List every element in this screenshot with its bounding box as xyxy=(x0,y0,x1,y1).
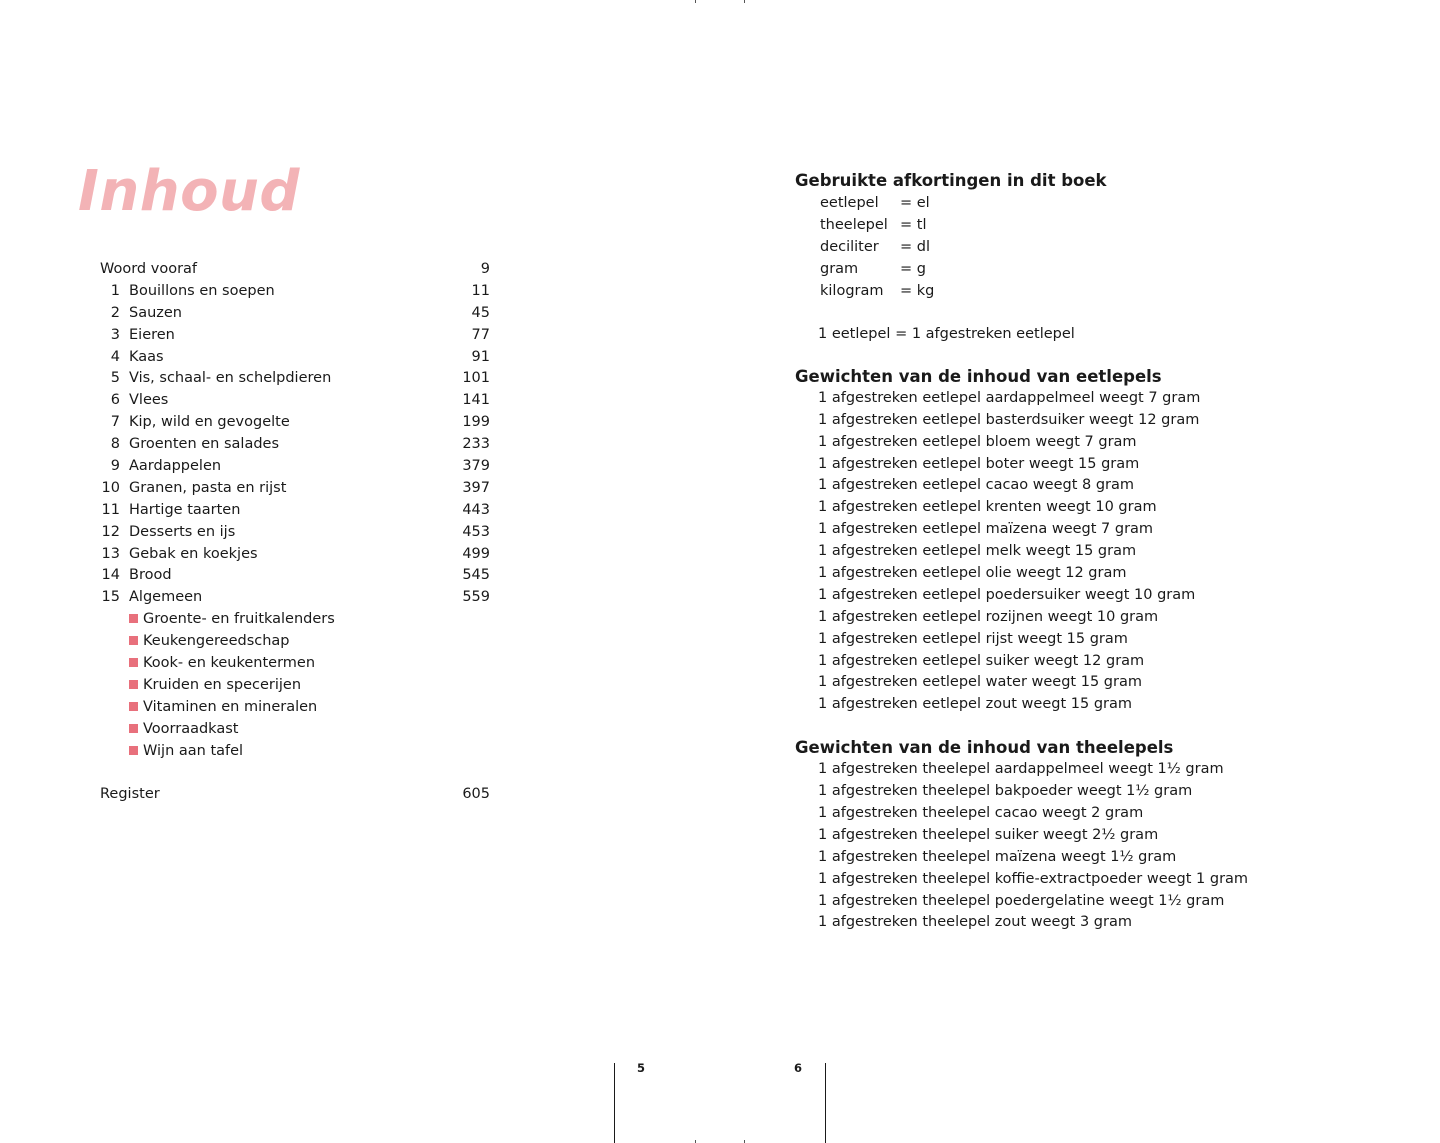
toc-page-number: 141 xyxy=(462,392,490,409)
toc-page-number: 11 xyxy=(471,282,490,299)
abbreviation-term: gram xyxy=(820,261,859,277)
abbreviation-row xyxy=(795,280,1395,302)
abbreviations-heading: Gebruikte afkortingen in dit boek xyxy=(795,171,1107,190)
weight-line: 1 afgestreken eetlepel rijst weegt 15 gram xyxy=(818,630,1128,647)
abbreviation-value: = el xyxy=(900,195,930,211)
square-bullet-icon xyxy=(129,658,138,667)
chapter-number: 7 xyxy=(110,414,120,431)
chapter-number: 14 xyxy=(101,567,120,584)
weight-line: 1 afgestreken eetlepel aardappelmeel weegt 7 gram xyxy=(818,389,1201,406)
teaspoon-weights-heading: Gewichten van de inhoud van theelepels xyxy=(795,738,1174,758)
abbreviation-note: 1 eetlepel = 1 afgestreken eetlepel xyxy=(818,326,1075,342)
right-page-rule xyxy=(825,1063,826,1143)
spacer xyxy=(100,762,490,784)
toc-label: Vlees xyxy=(129,392,169,409)
chapter-number: 1 xyxy=(110,282,120,299)
toc-row[interactable] xyxy=(100,303,490,325)
right-page-number: 6 xyxy=(794,1061,803,1075)
toc-row[interactable] xyxy=(100,368,490,390)
toc-row[interactable] xyxy=(100,522,490,544)
toc-label: Aardappelen xyxy=(129,458,222,475)
chapter-number: 2 xyxy=(110,304,120,321)
toc-row[interactable] xyxy=(100,259,490,281)
table-of-contents xyxy=(100,259,490,806)
toc-label: Granen, pasta en rijst xyxy=(129,479,287,496)
toc-row[interactable] xyxy=(100,478,490,500)
chapter-number: 9 xyxy=(110,458,120,475)
chapter-number: 11 xyxy=(101,501,120,518)
toc-subitem[interactable] xyxy=(100,697,490,719)
toc-subitem-label: Keukengereedschap xyxy=(143,633,290,650)
toc-subitem[interactable] xyxy=(100,631,490,653)
weight-line: 1 afgestreken eetlepel olie weegt 12 gram xyxy=(818,565,1127,582)
toc-label: Desserts en ijs xyxy=(129,523,236,540)
toc-page-number: 545 xyxy=(462,567,490,584)
toc-subitem[interactable] xyxy=(100,719,490,741)
toc-row[interactable] xyxy=(100,281,490,303)
toc-row[interactable] xyxy=(100,434,490,456)
toc-subitem[interactable] xyxy=(100,675,490,697)
chapter-number: 13 xyxy=(101,545,120,562)
abbreviation-row xyxy=(795,258,1395,280)
square-bullet-icon xyxy=(129,636,138,645)
weight-line: 1 afgestreken eetlepel rozijnen weegt 10 gram xyxy=(818,608,1159,625)
chapter-number: 4 xyxy=(110,348,120,365)
weight-line: 1 afgestreken eetlepel poedersuiker weegt 10 gram xyxy=(818,586,1196,603)
toc-page-number: 443 xyxy=(462,501,490,518)
toc-label: Kip, wild en gevogelte xyxy=(129,414,290,431)
abbreviation-value: = dl xyxy=(900,239,930,255)
toc-page-number: 9 xyxy=(480,261,490,277)
toc-row[interactable] xyxy=(100,456,490,478)
abbreviation-term: deciliter xyxy=(820,239,879,255)
weight-line: 1 afgestreken eetlepel krenten weegt 10 gram xyxy=(818,499,1157,516)
left-page-number: 5 xyxy=(637,1061,646,1075)
toc-row[interactable] xyxy=(100,390,490,412)
toc-row[interactable] xyxy=(100,500,490,522)
toc-label: Sauzen xyxy=(129,304,183,321)
toc-subitem-label: Vitaminen en mineralen xyxy=(143,698,318,715)
toc-row[interactable] xyxy=(100,565,490,587)
toc-label: Vis, schaal- en schelpdieren xyxy=(129,370,332,387)
abbreviation-term: eetlepel xyxy=(820,195,879,211)
toc-label: Eieren xyxy=(129,326,175,343)
toc-label: Gebak en koekjes xyxy=(129,545,258,562)
weight-line: 1 afgestreken theelepel bakpoeder weegt 1½ gram xyxy=(818,783,1193,800)
abbreviation-row xyxy=(795,236,1395,258)
chapter-number: 5 xyxy=(110,370,120,387)
weight-line: 1 afgestreken theelepel poedergelatine weegt 1½ gram xyxy=(818,892,1225,909)
chapter-number: 10 xyxy=(101,479,120,496)
spacer xyxy=(795,716,1395,737)
spacer xyxy=(795,302,1395,324)
square-bullet-icon xyxy=(129,680,138,689)
toc-row[interactable] xyxy=(100,587,490,609)
toc-subitem-label: Kook- en keukentermen xyxy=(143,655,316,672)
toc-subitem-label: Kruiden en specerijen xyxy=(143,676,302,693)
toc-page-number: 397 xyxy=(462,479,490,496)
weight-line: 1 afgestreken theelepel zout weegt 3 gram xyxy=(818,914,1132,931)
toc-label: Groenten en salades xyxy=(129,436,280,453)
toc-subitem-label: Wijn aan tafel xyxy=(143,742,244,759)
page-title: Inhoud xyxy=(78,159,300,224)
crop-mark-top-left xyxy=(695,0,696,3)
weight-line: 1 afgestreken eetlepel suiker weegt 12 gram xyxy=(818,652,1145,669)
toc-row[interactable] xyxy=(100,325,490,347)
toc-label: Bouillons en soepen xyxy=(129,282,275,299)
weight-line: 1 afgestreken eetlepel water weegt 15 gram xyxy=(818,674,1142,691)
abbreviation-value: = tl xyxy=(900,217,927,233)
toc-label: Algemeen xyxy=(129,589,203,606)
toc-row[interactable] xyxy=(100,347,490,369)
toc-subitem[interactable] xyxy=(100,741,490,763)
abbreviation-term: kilogram xyxy=(820,283,884,299)
toc-label: Hartige taarten xyxy=(129,501,241,518)
weight-line: 1 afgestreken eetlepel cacao weegt 8 gram xyxy=(818,477,1134,494)
weight-line: 1 afgestreken eetlepel bloem weegt 7 gram xyxy=(818,433,1137,450)
weight-line: 1 afgestreken eetlepel maïzena weegt 7 gram xyxy=(818,521,1154,538)
toc-subitem[interactable] xyxy=(100,653,490,675)
chapter-number: 3 xyxy=(110,326,120,343)
toc-label: Woord vooraf xyxy=(100,261,198,277)
toc-page-number: 91 xyxy=(471,348,490,365)
toc-subitem-label: Voorraadkast xyxy=(143,720,239,737)
weight-line: 1 afgestreken theelepel cacao weegt 2 gram xyxy=(818,805,1144,822)
crop-mark-top-right xyxy=(744,0,745,3)
toc-row[interactable] xyxy=(100,544,490,566)
chapter-number: 15 xyxy=(101,589,120,606)
toc-page-number: 101 xyxy=(462,370,490,387)
abbreviation-value: = kg xyxy=(900,283,935,299)
toc-label: Brood xyxy=(129,567,172,584)
toc-page-number: 453 xyxy=(462,523,490,540)
toc-subitem[interactable] xyxy=(100,609,490,631)
chapter-number: 8 xyxy=(110,436,120,453)
square-bullet-icon xyxy=(129,746,138,755)
abbreviation-value: = g xyxy=(900,261,926,277)
weight-line: 1 afgestreken theelepel maïzena weegt 1½ gram xyxy=(818,848,1177,865)
toc-row[interactable] xyxy=(100,412,490,434)
toc-row-register[interactable] xyxy=(100,784,490,806)
toc-page-number: 45 xyxy=(471,304,490,321)
square-bullet-icon xyxy=(129,614,138,623)
chapter-number: 12 xyxy=(101,523,120,540)
weight-line: 1 afgestreken theelepel suiker weegt 2½ gram xyxy=(818,826,1159,843)
abbreviation-row xyxy=(795,214,1395,236)
weight-line: 1 afgestreken theelepel aardappelmeel weegt 1½ gram xyxy=(818,761,1224,778)
toc-page-number: 559 xyxy=(462,589,490,606)
toc-page-number: 379 xyxy=(462,458,490,475)
tablespoon-weights-heading: Gewichten van de inhoud van eetlepels xyxy=(795,366,1162,386)
weight-line: 1 afgestreken eetlepel melk weegt 15 gram xyxy=(818,543,1137,560)
toc-page-number: 77 xyxy=(471,326,490,343)
weight-line: 1 afgestreken eetlepel boter weegt 15 gram xyxy=(818,455,1140,472)
toc-page-number: 233 xyxy=(462,436,490,453)
weight-line: 1 afgestreken eetlepel basterdsuiker weegt 12 gram xyxy=(818,411,1200,428)
square-bullet-icon xyxy=(129,724,138,733)
toc-page-number: 499 xyxy=(462,545,490,562)
toc-label: Register xyxy=(100,786,160,803)
chapter-number: 6 xyxy=(110,392,120,409)
abbreviation-term: theelepel xyxy=(820,217,888,233)
toc-page-number: 199 xyxy=(462,414,490,431)
spacer xyxy=(795,346,1395,366)
toc-subitem-label: Groente- en fruitkalenders xyxy=(143,611,335,628)
abbreviation-row xyxy=(795,192,1395,214)
square-bullet-icon xyxy=(129,702,138,711)
weight-line: 1 afgestreken eetlepel zout weegt 15 gram xyxy=(818,696,1132,713)
weight-line: 1 afgestreken theelepel koffie-extractpoeder weegt 1 gram xyxy=(818,870,1249,887)
toc-page-number: 605 xyxy=(462,786,490,803)
toc-label: Kaas xyxy=(129,348,164,365)
left-page-rule xyxy=(614,1063,615,1143)
right-page-content xyxy=(795,170,1395,934)
